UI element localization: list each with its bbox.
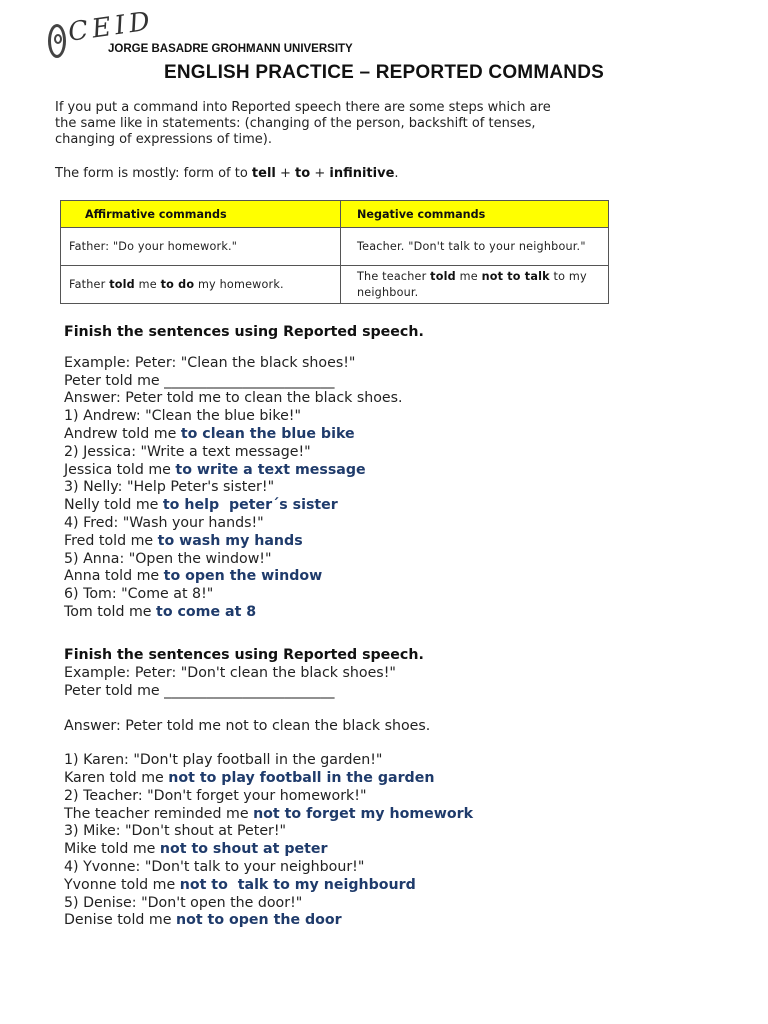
table-row — [61, 266, 609, 304]
answer-text: not to talk to my neighbourd — [179, 876, 416, 893]
cell-bold: not to talk — [481, 269, 550, 283]
exercise-section-affirmative — [64, 324, 424, 622]
answer-text: not to play football in the garden — [168, 769, 435, 786]
cell-affirmative-reported — [61, 266, 341, 304]
cell-text: my homework. — [194, 277, 284, 291]
section-heading: Finish the sentences using Reported speech. — [64, 647, 424, 663]
example-question: Example: Peter: "Don't clean the black shoes!" — [64, 664, 396, 681]
answer-stem: Andrew told me — [64, 425, 181, 442]
intro-line: If you put a command into Reported speech there are some steps which are — [55, 100, 551, 115]
intro-paragraph — [55, 100, 635, 148]
answer-text: to clean the blue bike — [180, 425, 355, 442]
example-answer: Answer: Peter told me not to clean the black shoes. — [64, 718, 431, 735]
logo-text: CEID — [66, 6, 156, 48]
logo-inner-circle-icon — [54, 34, 62, 44]
answer-stem: Mike told me — [64, 841, 160, 858]
answer-stem: Karen told me — [64, 769, 169, 786]
exercise-answer-line — [64, 841, 473, 859]
formula-tell: tell — [251, 166, 276, 181]
answer-text: to help peter´s sister — [162, 497, 338, 514]
exercise-question: 2) Jessica: "Write a text message!" — [64, 443, 311, 460]
exercise-answer-line — [64, 604, 424, 622]
intro-line: the same like in statements: (changing of the person, backshift of tenses, — [55, 116, 536, 131]
commands-table — [60, 200, 609, 304]
exercise-question: 3) Mike: "Don't shout at Peter!" — [64, 823, 287, 840]
university-name: JORGE BASADRE GROHMANN UNIVERSITY — [108, 43, 353, 55]
exercise-question: 4) Fred: "Wash your hands!" — [64, 514, 264, 531]
cell-negative-direct: Teacher. "Don't talk to your neighbour." — [341, 228, 609, 266]
answer-text: to open the window — [163, 568, 323, 585]
exercise-answer-line — [64, 497, 424, 515]
answer-stem: Yvonne told me — [64, 876, 180, 893]
table-row — [61, 228, 609, 266]
cell-text: Father — [69, 277, 110, 291]
formula-infinitive: infinitive — [329, 166, 395, 181]
exercise-answer-line — [64, 462, 424, 480]
cell-bold: to do — [160, 277, 195, 291]
exercise-answer-line — [64, 568, 424, 586]
example-blank: Peter told me ________________________ — [64, 682, 335, 699]
exercise-question: 5) Denise: "Don't open the door!" — [64, 894, 303, 911]
cell-text: to my neighbour. — [357, 269, 587, 299]
exercise-question: 4) Yvonne: "Don't talk to your neighbour!" — [64, 858, 365, 875]
cell-bold: told — [430, 269, 456, 283]
exercise-answer-line — [64, 877, 473, 895]
formula-to: to — [295, 166, 311, 181]
exercise-question: 1) Andrew: "Clean the blue bike!" — [64, 408, 302, 425]
example-answer: Answer: Peter told me to clean the black shoes. — [64, 390, 403, 407]
exercise-answer-line — [64, 770, 473, 788]
header-affirmative: Affirmative commands — [61, 201, 341, 228]
answer-stem: The teacher reminded me — [64, 805, 254, 822]
exercise-answer-line — [64, 533, 424, 551]
exercise-answer-line — [64, 912, 473, 930]
example-blank: Peter told me ________________________ — [64, 372, 335, 389]
answer-stem: Fred told me — [64, 532, 158, 549]
formula-period: . — [394, 166, 399, 181]
answer-text: to write a text message — [175, 461, 366, 478]
header-negative: Negative commands — [341, 201, 609, 228]
cell-bold: told — [109, 277, 135, 291]
answer-text: to wash my hands — [157, 532, 303, 549]
cell-affirmative-direct: Father: "Do your homework." — [61, 228, 341, 266]
intro-line: changing of expressions of time). — [55, 132, 273, 147]
exercise-question: 1) Karen: "Don't play football in the garden!" — [64, 752, 383, 769]
answer-text: not to open the door — [175, 912, 342, 929]
answer-stem: Nelly told me — [64, 497, 163, 514]
exercise-question: 6) Tom: "Come at 8!" — [64, 586, 214, 603]
answer-stem: Jessica told me — [64, 461, 176, 478]
answer-stem: Anna told me — [64, 568, 164, 585]
exercise-answer-line — [64, 806, 473, 824]
section-heading: Finish the sentences using Reported speech. — [64, 324, 424, 340]
table-header-row — [61, 201, 609, 228]
answer-stem: Tom told me — [64, 603, 157, 620]
answer-text: not to forget my homework — [253, 805, 474, 822]
page-title: ENGLISH PRACTICE – REPORTED COMMANDS — [163, 62, 604, 83]
answer-text: not to shout at peter — [159, 841, 328, 858]
cell-negative-reported — [341, 266, 609, 304]
formula-text: The form is mostly: form of to — [55, 166, 252, 181]
formula-plus: + — [275, 166, 296, 181]
exercise-answer-line — [64, 426, 424, 444]
formula-plus: + — [310, 166, 330, 181]
cell-text: me — [455, 269, 482, 283]
formula-line — [55, 166, 399, 181]
exercise-question: 5) Anna: "Open the window!" — [64, 550, 272, 567]
exercise-question: 2) Teacher: "Don't forget your homework!" — [64, 787, 367, 804]
exercise-section-negative — [64, 647, 473, 930]
answer-text: to come at 8 — [156, 603, 257, 620]
exercise-question: 3) Nelly: "Help Peter's sister!" — [64, 479, 275, 496]
cell-text: The teacher — [357, 269, 431, 283]
cell-text: me — [134, 277, 161, 291]
answer-stem: Denise told me — [64, 912, 176, 929]
example-question: Example: Peter: "Clean the black shoes!" — [64, 354, 356, 371]
